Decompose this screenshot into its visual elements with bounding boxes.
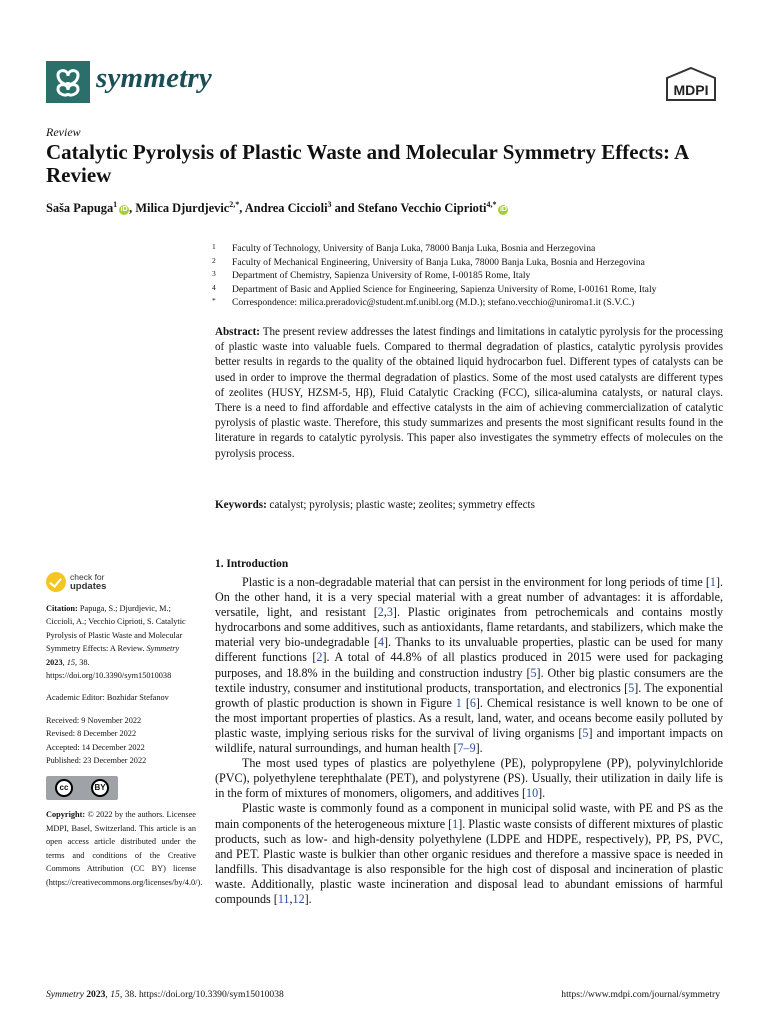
date-line: Received: 9 November 2022 xyxy=(46,715,142,725)
keywords-label: Keywords: xyxy=(215,499,267,511)
author-affiliation-mark: 1 xyxy=(113,200,118,209)
paragraph-text: ]. Chemical resistance is well known to be one of the most important properties of plastics. As a result, land, water, and oceans become easily polluted by plastic waste, implying serious risks for the survival of living organisms [ xyxy=(215,695,723,740)
paragraph-text: , xyxy=(383,605,387,620)
affiliation-mark: 1 xyxy=(212,242,216,251)
reference-link[interactable]: 11 xyxy=(277,891,290,906)
keywords xyxy=(215,498,723,513)
cc-by-license-icon[interactable] xyxy=(46,776,118,800)
footer-citation: Symmetry 2023, 15, 38. https://doi.org/10.3390/sym15010038 xyxy=(46,989,284,1000)
paragraph xyxy=(215,575,723,756)
paragraph xyxy=(215,801,723,907)
paragraph-text: Plastic is a non-degradable material that can persist in the environment for long periods of time [ xyxy=(242,575,710,589)
copyright-text: © 2022 by the authors. Licensee MDPI, Basel, Switzerland. This article is an open access article distributed under the terms and conditions of the Creative Commons Attribution (CC BY) license (https://creativecommons.org/licenses/by/4.0/). xyxy=(46,810,203,887)
orcid-icon[interactable]: iD xyxy=(120,206,128,214)
affiliation-mark: 3 xyxy=(212,269,216,279)
reference-link[interactable]: 1 xyxy=(455,695,462,710)
reference-link[interactable]: 7–9 xyxy=(457,741,476,756)
author-affiliation-mark: 2,* xyxy=(229,200,240,209)
affiliation-text: Faculty of Technology, University of Banja Luka, 78000 Banja Luka, Bosnia and Herzegovina xyxy=(232,243,596,254)
citation-label: Citation: xyxy=(46,604,78,613)
reference-link[interactable]: 1 xyxy=(452,816,459,831)
paragraph-text: , xyxy=(289,891,293,906)
author-name[interactable]: Stefano Vecchio Ciprioti xyxy=(357,201,487,216)
affiliations xyxy=(212,242,732,310)
mdpi-logo-icon xyxy=(663,66,719,104)
author-affiliation-mark: 4,* xyxy=(486,200,497,209)
author-name[interactable]: Andrea Ciccioli xyxy=(244,201,328,216)
check-icon xyxy=(46,572,66,592)
affiliation-item xyxy=(212,283,732,297)
date-line: Published: 23 December 2022 xyxy=(46,756,147,766)
author-separator: and xyxy=(331,201,358,216)
paragraph-text: ]. On the other hand, it is a very special material with a great number of advantages: it is affordable, versatile, light, and resistant [ xyxy=(215,575,723,620)
academic-editor: Academic Editor: Bozhidar Stefanov xyxy=(46,693,169,703)
paragraph-text: [ xyxy=(461,695,470,710)
introduction-body xyxy=(215,575,723,907)
abstract-label: Abstract: xyxy=(215,326,260,338)
section-heading: 1. Introduction xyxy=(215,558,289,570)
footer-journal: Symmetry xyxy=(46,989,84,1000)
reference-link[interactable]: 3 xyxy=(386,605,393,620)
footer-url[interactable]: https://www.mdpi.com/journal/symmetry xyxy=(561,989,720,1000)
orcid-icon[interactable]: iD xyxy=(499,206,507,214)
affiliation-item xyxy=(212,256,732,270)
reference-link[interactable]: 6 xyxy=(469,695,476,710)
affiliation-text: Correspondence: milica.preradovic@student.mf.unibl.org (M.D.); stefano.vecchio@uniroma1.it (S.V.C.) xyxy=(232,297,635,309)
citation-text: Papuga, S.; Djurdjevic, M.; Ciccioli, A.; Vecchio Ciprioti, S. Catalytic Pyrolysis of Plastic Waste and Molecular Symmetry Effects: A Review. xyxy=(46,604,186,654)
paragraph xyxy=(215,756,723,801)
paragraph-text: ]. xyxy=(538,786,546,801)
reference-link[interactable]: 5 xyxy=(582,725,589,740)
author-affiliation-mark: 3 xyxy=(327,200,332,209)
affiliation-mark: 4 xyxy=(212,282,216,292)
date-line: Accepted: 14 December 2022 xyxy=(46,742,145,752)
paragraph-text: ]. Other big plastic consumers are the textile industry, consumer and institutional products, transportation, and electronics [ xyxy=(215,665,723,695)
keywords-text: catalyst; pyrolysis; plastic waste; zeolites; symmetry effects xyxy=(269,499,535,511)
footer-doi[interactable]: , 38. https://doi.org/10.3390/sym15010038 xyxy=(119,989,284,1000)
author-separator: , xyxy=(129,201,136,216)
article-type: Review xyxy=(46,125,81,139)
paragraph-text: Plastic waste is commonly found as a component in municipal solid waste, with PE and PS as the main components of the heterogeneous mixture [ xyxy=(215,801,723,831)
reference-link[interactable]: 12 xyxy=(292,891,305,906)
date-line: Revised: 8 December 2022 xyxy=(46,729,137,739)
check-for-updates-button[interactable] xyxy=(46,572,196,592)
affiliation-item xyxy=(212,296,732,310)
affiliation-mark: * xyxy=(212,296,216,306)
affiliation-text: Department of Chemistry, Sapienza University of Rome, I-00185 Rome, Italy xyxy=(232,270,531,282)
footer-year: 2023 xyxy=(86,989,106,1000)
author-separator: , xyxy=(239,201,245,216)
reference-link[interactable]: 5 xyxy=(530,665,537,680)
reference-link[interactable]: 1 xyxy=(709,575,716,589)
affiliation-item xyxy=(212,269,732,283)
author-name[interactable]: Milica Djurdjevic xyxy=(135,201,230,216)
paragraph-text: ]. xyxy=(475,741,483,756)
affiliation-text: Faculty of Mechanical Engineering, University of Banja Luka, 78000 Banja Luka, Bosnia and Herzegovina xyxy=(232,256,645,268)
publisher-label: MDPI xyxy=(673,82,709,98)
copyright-label: Copyright: xyxy=(46,810,86,820)
reference-link[interactable]: 2 xyxy=(377,605,384,620)
reference-link[interactable]: 4 xyxy=(377,635,384,650)
footer-vol: 15 xyxy=(110,989,120,1000)
affiliation-text: Department of Basic and Applied Science for Engineering, Sapienza University of Rome, I-00161 Rome, Italy xyxy=(232,283,657,295)
publication-dates xyxy=(46,714,196,768)
paragraph-text: ]. Plastic waste consists of different mixtures of plastic products, such as low- and high-density polyethylene (LDPE and HDPE, respectively), PP, PS, PVC, and PET. Plastic waste is bulkier than other organic residues and therefore a massive space is needed in landfills. This disadvantage is also responsible for the high cost of disposal and incineration of plastic waste. Additionally, plastic waste incineration and disposal lead to abundant emissions of harmful compounds [ xyxy=(215,816,723,906)
paragraph-text: ]. A total of 44.8% of all plastics produced in 2015 were used for packaging purposes, and 18.8% in the building and construction industry [ xyxy=(215,650,723,680)
citation-rest[interactable]: , 38. https://doi.org/10.3390/sym15010038 xyxy=(46,657,172,681)
journal-name: symmetry xyxy=(96,62,212,94)
reference-link[interactable]: 5 xyxy=(628,680,635,695)
author-list xyxy=(46,200,508,216)
by-icon: BY xyxy=(91,779,109,797)
citation: Citation: Papuga, S.; Djurdjevic, M.; Ciccioli, A.; Vecchio Ciprioti, S. Catalytic Pyrolysis of Plastic Waste and Molecular Symmetry Effects: A Review. Symmetry 2023, 15, 38. https://doi.org/10.3390/sym15010038 xyxy=(46,604,186,681)
paragraph-text: ]. Thanks to its unvaluable properties, plastic can be used for many different functions [ xyxy=(215,635,723,665)
abstract-text: The present review addresses the latest findings and limitations in catalytic pyrolysis for the processing of plastic waste into valuable fuels. Compared to thermal degradation of plastics, catalytic pyrolysis provides better results in regards to the quality of the obtained liquid hydrocarbon fuel. Different types of catalysts can be used in order to improve the thermal degradation of plastics. Some of the most used catalysts are different types of zeolites (HUSY, HZSM-5, Hβ), Fluid Catalytic Cracking (FCC), silica-alumina catalysts, or natural clays. There is a need to find affordable and effective catalysts in the aim of achieving commercialization of catalytic pyrolysis of plastic waste. Therefore, this study summarizes and presents the most significant results found in the literature in regards to catalytic pyrolysis. This paper also investigates the symmetry effects of molecules on the pyrolysis process. xyxy=(215,326,723,460)
citation-year: 2023 xyxy=(46,657,63,667)
reference-link[interactable]: 10 xyxy=(526,786,539,801)
check-line2: updates xyxy=(70,581,107,592)
affiliation-mark: 2 xyxy=(212,255,216,265)
copyright xyxy=(46,808,203,888)
paragraph-text: ]. xyxy=(304,891,312,906)
paragraph-text: ]. The exponential growth of plastic production is shown in Figure xyxy=(215,680,723,710)
cc-icon: cc xyxy=(55,779,73,797)
paper-title: Catalytic Pyrolysis of Plastic Waste and Molecular Symmetry Effects: A Review xyxy=(46,140,689,187)
abstract xyxy=(215,325,723,462)
sidebar xyxy=(46,571,203,889)
citation-journal: Symmetry xyxy=(146,644,180,654)
check-line1: check for xyxy=(70,571,105,582)
affiliation-item xyxy=(212,242,732,256)
paragraph-text: ]. Plastic originates from petrochemicals and contains mostly hydrocarbons and some additives, such as antioxidants, flame retardants, and stabilizers, which make the material very bio-undegradable [ xyxy=(215,605,723,650)
reference-link[interactable]: 2 xyxy=(316,650,323,665)
paragraph-text: ] and important impacts on wildlife, natural surroundings, and human health [ xyxy=(215,725,723,756)
paragraph-text: The most used types of plastics are polyethylene (PE), polypropylene (PP), polyvinylchloride (PVC), polyethylene terephthalate (PET), and polystyrene (PS). Usually, their utilization in daily life is in the form of mixtures of monomers, oligomers, and additives [ xyxy=(215,756,723,801)
journal-logo-icon xyxy=(46,61,90,103)
citation-vol: 15 xyxy=(66,657,76,667)
author-name[interactable]: Saša Papuga xyxy=(46,201,114,216)
